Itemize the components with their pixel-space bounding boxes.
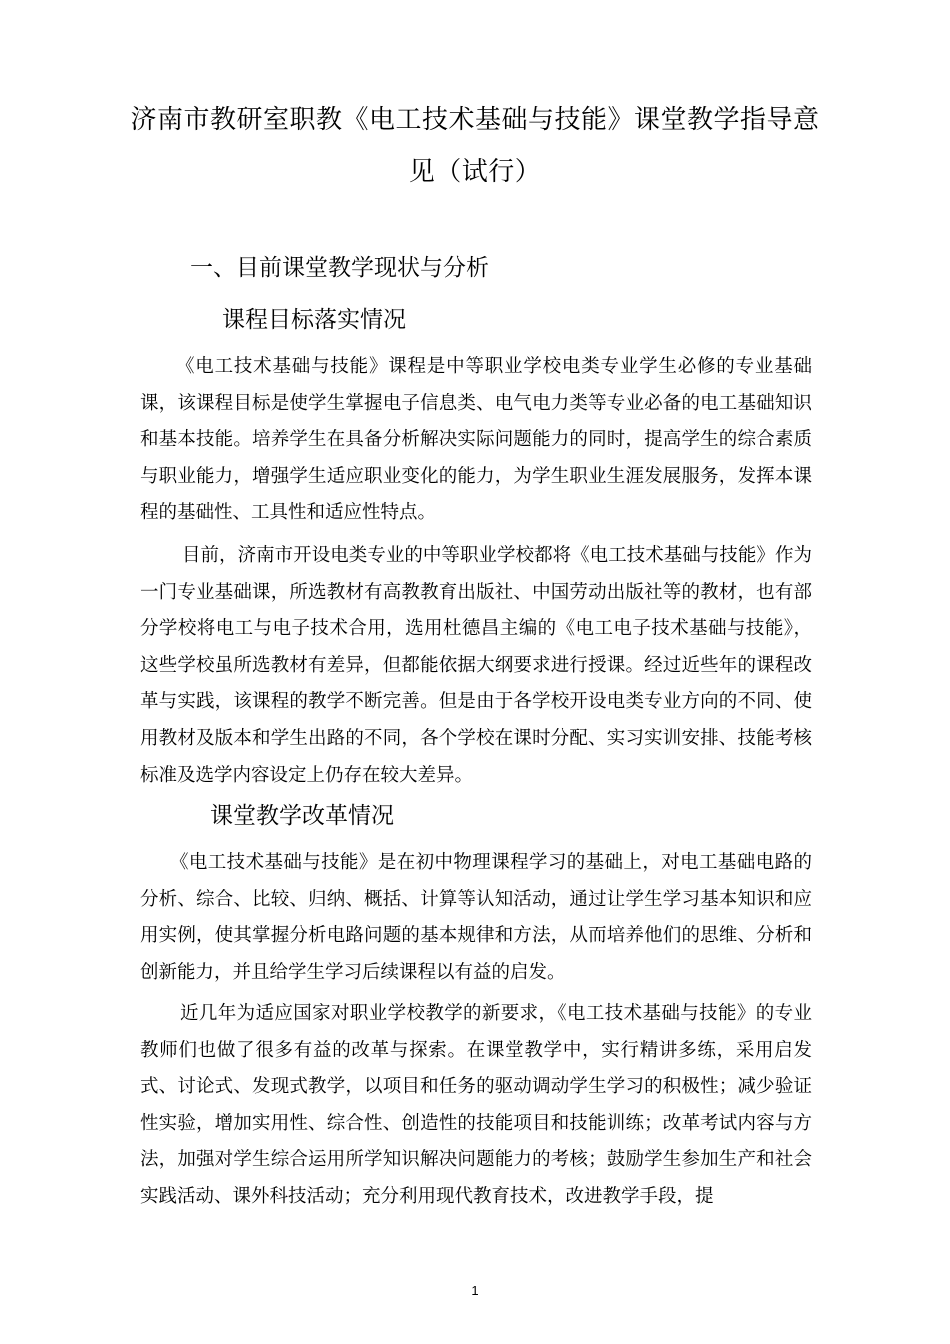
document-title [130,94,820,198]
subheading-teaching-reform: 课堂教学改革情况 [210,803,394,829]
paragraph-1: 《电工技术基础与技能》课程是中等职业学校电类专业学生必修的专业基础课，该课程目标是使学生掌握电子信息类、电气电力类等专业必备的电工基础知识和基本技能。培养学生在具备分析解决实际问题能力的同时，提高学生的综合素质与职业能力，增强学生适应职业变化的能力，为学生职业生涯发展服务，发挥本课程的基础性、工具性和适应性特点。 [140,356,812,524]
paragraph-2: 目前，济南市开设电类专业的中等职业学校都将《电工技术基础与技能》作为一门专业基础课，所选教材有高教教育出版社、中国劳动出版社等的教材，也有部分学校将电工与电子技术合用，选用杜德昌主编的《电工电子技术基础与技能》，这些学校虽所选教材有差异，但都能依据大纲要求进行授课。经过近些年的课程改革与实践，该课程的教学不断完善。但是由于各学校开设电类专业方向的不同、使用教材及版本和学生出路的不同，各个学校在课时分配、实习实训安排、技能考核标准及选学内容设定上仍存在较大差异。 [140,545,812,786]
page-number: 1 [471,1283,479,1298]
title-line-2: 见（试行） [408,157,542,187]
subheading-course-goals: 课程目标落实情况 [222,307,406,333]
paragraph-4: 近几年为适应国家对职业学校教学的新要求，《电工技术基础与技能》的专业教师们也做了很多有益的改革与探索。在课堂教学中，实行精讲多练，采用启发式、讨论式、发现式教学，以项目和任务的驱动调动学生学习的积极性；减少验证性实验，增加实用性、综合性、创造性的技能项目和技能训练；改革考试内容与方法，加强对学生综合运用所学知识解决问题能力的考核；鼓励学生参加生产和社会实践活动、课外科技活动；充分利用现代教育技术，改进教学手段，提 [140,1003,812,1207]
section-heading: 一、目前课堂教学现状与分析 [190,255,489,281]
paragraph-3: 《电工技术基础与技能》是在初中物理课程学习的基础上，对电工基础电路的分析、综合、比较、归纳、概括、计算等认知活动，通过让学生学习基本知识和应用实例，使其掌握分析电路问题的基本规律和方法，从而培养他们的思维、分析和创新能力，并且给学生学习后续课程以有益的启发。 [140,852,812,983]
title-line-1: 济南市教研室职教《电工技术基础与技能》课堂教学指导意 [130,105,820,135]
